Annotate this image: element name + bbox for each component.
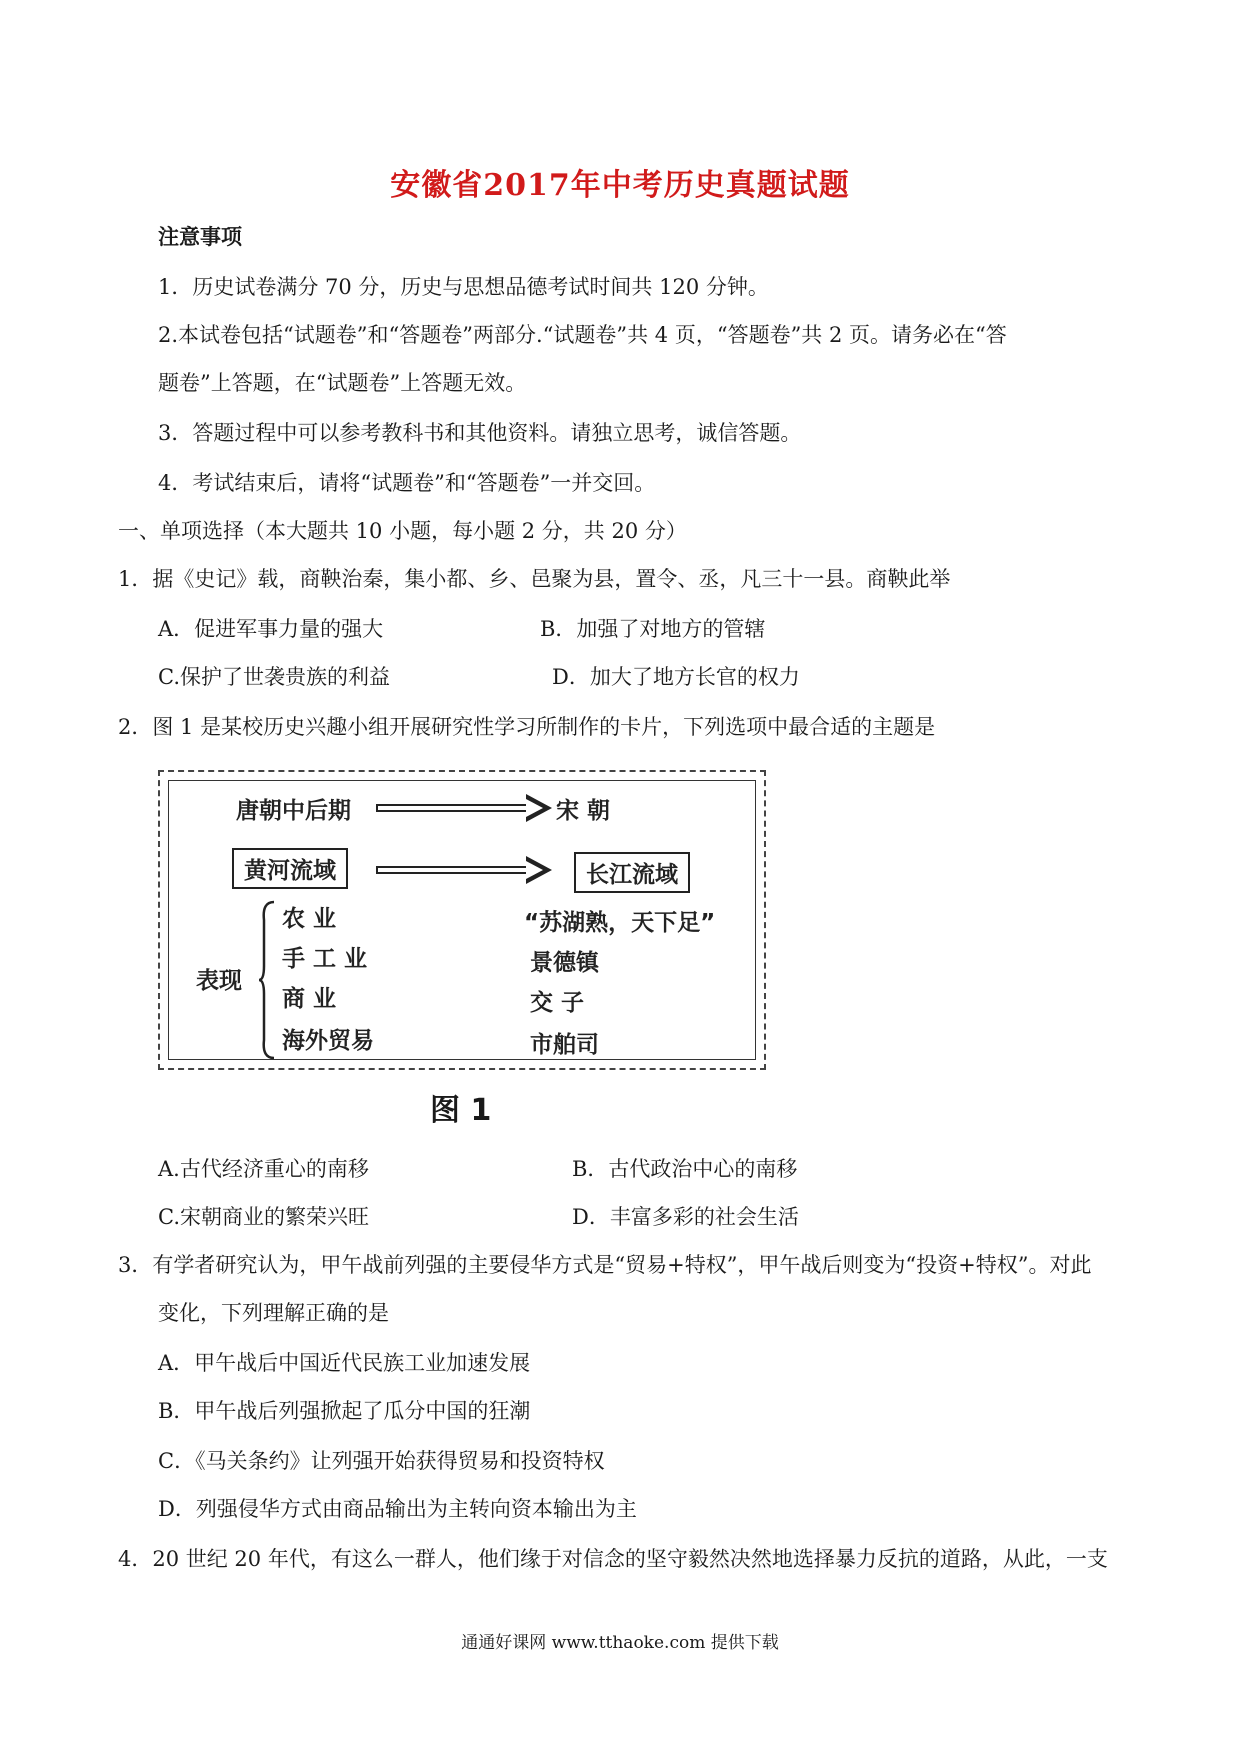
figure-to-region: 长江流域 (574, 852, 690, 893)
option-b: B．古代政治中心的南移 (572, 1157, 798, 1181)
question-stem: 3．有学者研究认为，甲午战前列强的主要侵华方式是“贸易+特权”，甲午战后则变为“投资+特权”。对此 (118, 1253, 1092, 1277)
figure-left-item: 手 工 业 (282, 946, 368, 972)
figure-from-region: 黄河流域 (232, 848, 348, 889)
option-d: D．丰富多彩的社会生活 (572, 1205, 799, 1229)
notice-item: 2.本试卷包括“试题卷”和“答题卷”两部分.“试题卷”共 4 页，“答题卷”共 2 页。请务必在“答 (158, 323, 1007, 347)
question-stem: 2．图 1 是某校历史兴趣小组开展研究性学习所制作的卡片，下列选项中最合适的主题是 (118, 715, 936, 739)
figure-right-item: 景德镇 (530, 950, 599, 976)
question-stem: 4．20 世纪 20 年代，有这么一群人，他们缘于对信念的坚守毅然决然地选择暴力反抗的道路，从此，一支 (118, 1547, 1108, 1571)
arrow-right-icon (376, 862, 552, 878)
notice-heading: 注意事项 (158, 224, 242, 249)
brace-icon (258, 900, 276, 1060)
figure-side-label: 表现 (196, 968, 242, 994)
notice-item: 题卷”上答题，在“试题卷”上答题无效。 (158, 371, 527, 395)
notice-item: 4．考试结束后，请将“试题卷”和“答题卷”一并交回。 (158, 471, 656, 495)
page-footer: 通通好课网 www.tthaoke.com 提供下载 (461, 1633, 779, 1653)
question-stem-cont: 变化，下列理解正确的是 (158, 1301, 389, 1325)
figure-right-item: “苏湖熟，天下足” (524, 910, 716, 936)
question-stem: 1．据《史记》载，商鞅治秦，集小都、乡、邑聚为县，置令、丞，凡三十一县。商鞅此举 (118, 567, 951, 591)
option-c: C.宋朝商业的繁荣兴旺 (158, 1205, 369, 1229)
figure-right-item: 市舶司 (530, 1032, 599, 1058)
option-a: A．促进军事力量的强大 (158, 617, 384, 641)
notice-item: 1．历史试卷满分 70 分，历史与思想品德考试时间共 120 分钟。 (158, 275, 769, 299)
figure-from-period: 唐朝中后期 (236, 798, 351, 824)
option-d: D．列强侵华方式由商品输出为主转向资本输出为主 (158, 1497, 637, 1521)
figure-to-period: 宋 朝 (556, 798, 611, 824)
option-b: B．加强了对地方的管辖 (540, 617, 766, 641)
figure-right-item: 交 子 (530, 990, 585, 1016)
option-d: D．加大了地方长官的权力 (552, 665, 800, 689)
option-c: C.保护了世袭贵族的利益 (158, 665, 390, 689)
figure-left-item: 商 业 (282, 986, 337, 1012)
notice-item: 3．答题过程中可以参考教科书和其他资料。请独立思考，诚信答题。 (158, 421, 802, 445)
option-c: C．《马关条约》让列强开始获得贸易和投资特权 (158, 1449, 605, 1473)
figure-left-item: 海外贸易 (282, 1028, 374, 1054)
page-title: 安徽省2017年中考历史真题试题 (390, 168, 850, 203)
arrow-right-icon (376, 800, 552, 816)
option-a: A．甲午战后中国近代民族工业加速发展 (158, 1351, 531, 1375)
option-b: B．甲午战后列强掀起了瓜分中国的狂潮 (158, 1399, 531, 1423)
figure-caption: 图 1 (430, 1093, 492, 1128)
option-a: A.古代经济重心的南移 (158, 1157, 369, 1181)
figure-left-item: 农 业 (282, 906, 337, 932)
section-heading: 一、单项选择（本大题共 10 小题，每小题 2 分，共 20 分） (118, 519, 687, 543)
